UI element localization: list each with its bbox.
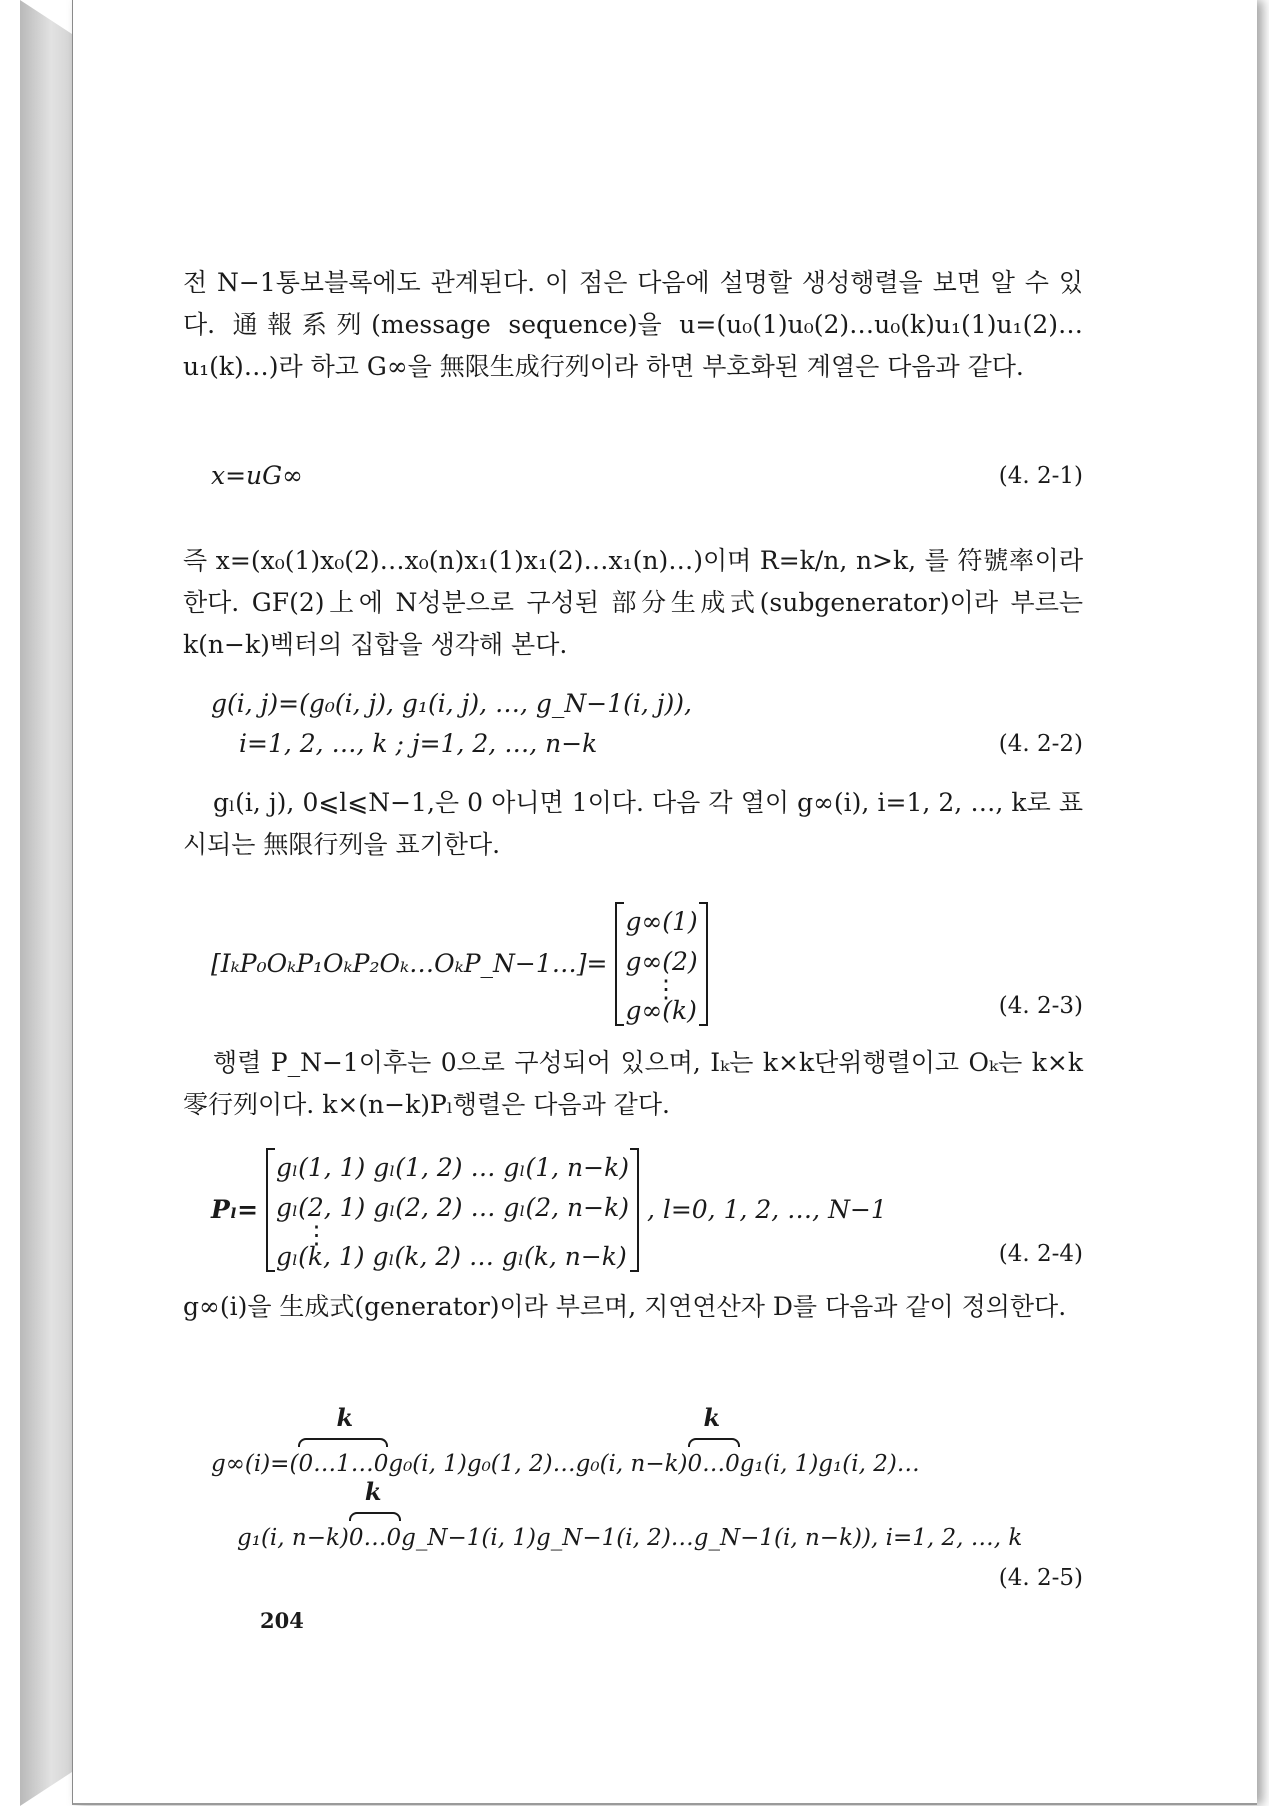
equation-number: (4. 2-3)	[998, 993, 1083, 1019]
equation-body: x=uG∞	[211, 461, 303, 490]
matrix-row-1: g∞(1)	[625, 907, 698, 936]
brace-content: 0…0	[687, 1451, 740, 1477]
vertical-dots: ⋮	[304, 1220, 329, 1249]
brace-content: 0…1…0	[298, 1451, 389, 1477]
overbrace-3	[348, 1477, 402, 1558]
equation-part-3: g₁(i, n−k)	[237, 1525, 349, 1551]
equation-line-1	[211, 1403, 920, 1484]
equation-part-4: g_N−1(i, 1)g_N−1(i, 2)…g_N−1(i, n−k)), i=1, 2, …, k	[401, 1525, 1023, 1551]
brace-label: k	[336, 1403, 354, 1432]
brace-label: k	[703, 1403, 721, 1432]
paragraph-2: 즉 x=(x₀(1)x₀(2)…x₀(n)x₁(1)x₁(2)…x₁(n)…)이며 R=k/n, n>k, 를 符號率이라 한다. GF(2)上에 N성분으로 구성된 部分生成式(subgenerator)이라 부르는 k(n−k)벡터의 집합을 생각해 본다.	[183, 546, 1083, 659]
equation-4-2-1	[183, 456, 1083, 496]
brace-content: 0…0	[348, 1525, 402, 1551]
equation-part-2: g₁(i, 1)g₁(i, 2)…	[739, 1451, 920, 1477]
equation-line-1: g(i, j)=(g₀(i, j), g₁(i, j), …, g_N−1(i, j)),	[211, 689, 692, 718]
equation-4-2-3	[183, 902, 1083, 1025]
p-matrix	[266, 1148, 639, 1272]
equation-4-2-2	[183, 684, 1083, 764]
equation-rhs: , l=0, 1, 2, …, N−1	[646, 1195, 887, 1224]
equation-lhs: [IₖP₀OₖP₁OₖP₂Oₖ…OₖP_N−1…]=	[211, 949, 608, 978]
equation-4-2-4	[183, 1148, 1083, 1271]
paragraph-4: 행렬 P_N−1이후는 0으로 구성되어 있으며, Iₖ는 k×k단위행렬이고 Oₖ는 k×k零行列이다. k×(n−k)Pₗ행렬은 다음과 같다.	[183, 1048, 1083, 1119]
overbrace-2	[687, 1403, 740, 1484]
equation-number: (4. 2-1)	[998, 463, 1083, 489]
brace-label: k	[364, 1477, 382, 1506]
vertical-dots: ⋮	[653, 974, 679, 1003]
equation-lhs: Pₗ=	[211, 1195, 259, 1224]
equation-number: (4. 2-5)	[998, 1565, 1083, 1591]
equation-4-2-5	[183, 1403, 1083, 1596]
paragraph-5: g∞(i)을 生成式(generator)이라 부르며, 지연연산자 D를 다음과 같이 정의한다.	[183, 1292, 1067, 1321]
equation-number: (4. 2-2)	[998, 731, 1083, 757]
paragraph-1: 전 N−1통보블록에도 관계된다. 이 점은 다음에 설명할 생성행렬을 보면 알 수 있다. 通報系列(message sequence)을 u=(u₀(1)u₀(2)…u₀(k)u₁(1)u₁(2)…u₁(k)…)라 하고 G∞을 無限生成行列이라 하면 부호화된 계열은 다음과 같다.	[183, 268, 1083, 381]
matrix-row-2: g∞(2)	[625, 947, 698, 976]
page-content	[183, 262, 1083, 1596]
page-number: 204	[260, 1608, 304, 1633]
matrix-row-1: gₗ(1, 1) gₗ(1, 2) … gₗ(1, n−k)	[276, 1153, 629, 1182]
equation-line-2: i=1, 2, …, k ; j=1, 2, …, n−k	[239, 729, 598, 758]
matrix-row-3: gₗ(k, 1) gₗ(k, 2) … gₗ(k, n−k)	[276, 1242, 627, 1271]
column-vector	[615, 902, 707, 1026]
equation-number: (4. 2-4)	[998, 1241, 1083, 1267]
matrix-row-2: gₗ(2, 1) gₗ(2, 2) … gₗ(2, n−k)	[276, 1193, 629, 1222]
equation-line-2	[237, 1477, 1023, 1558]
equation-lhs: g∞(i)=(	[211, 1451, 299, 1477]
spine-bottom-corner	[20, 1772, 72, 1806]
matrix-row-3: g∞(k)	[625, 996, 697, 1025]
paragraph-3: gₗ(i, j), 0⩽l⩽N−1,은 0 아니면 1이다. 다음 각 열이 g∞(i), i=1, 2, …, k로 표시되는 無限行列을 표기한다.	[183, 788, 1083, 859]
equation-part-1: g₀(i, 1)g₀(1, 2)…g₀(i, n−k)	[388, 1451, 688, 1477]
book-spine-edge	[20, 0, 72, 1806]
spine-top-corner	[20, 0, 72, 34]
